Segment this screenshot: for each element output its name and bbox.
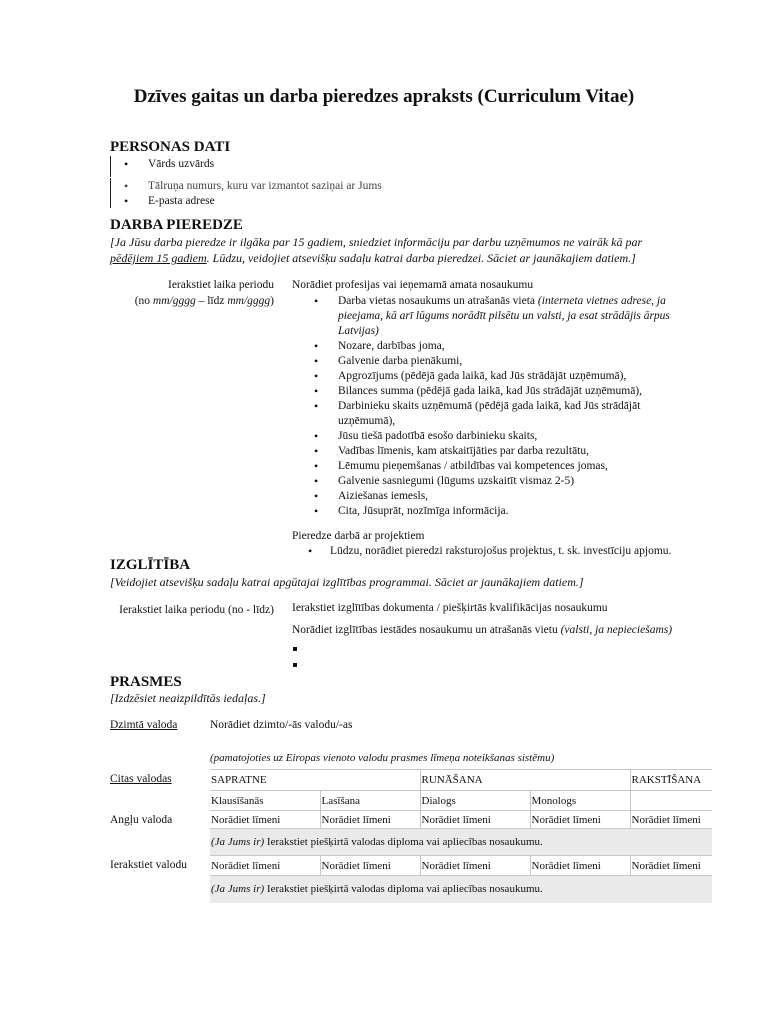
square-bullet-icon	[293, 647, 297, 651]
work-heading: DARBA PIEREDZE	[110, 217, 243, 233]
table-row	[210, 770, 712, 791]
work-note-rest: . Lūdzu, veidojiet atsevišķu sadaļu katrai darba pieredzei. Sāciet ar jaunākajiem datiem.]	[206, 251, 636, 265]
table-cell: Norādiet līmeni	[420, 811, 530, 829]
table-header-cell: SAPRATNE	[210, 770, 420, 791]
table-cell: Norādiet līmeni	[530, 856, 630, 876]
work-period-label: Ierakstiet laika periodu	[167, 279, 274, 291]
education-note: [Veidojiet atsevišķu sadaļu katrai apgūtajai izglītības programmai. Sāciet ar jaunākajiem datiem.]	[110, 575, 584, 589]
table-row	[210, 811, 712, 829]
list-item: • Lūdzu, norādiet pieredzi raksturojošus projektus, t. sk. investīciju apjomu.	[300, 544, 720, 559]
other-languages-label: Citas valodas	[110, 773, 172, 785]
list-item: • Nozare, darbības joma,	[300, 339, 700, 354]
diploma-cell: (Ja Jums ir) Ierakstiet piešķirtā valodas diploma vai apliecības nosaukumu.	[210, 876, 712, 903]
list-item: • E-pasta adrese	[110, 194, 610, 209]
education-period-label: Ierakstiet laika periodu (no - līdz)	[119, 604, 274, 616]
education-heading: IZGLĪTĪBA	[110, 557, 191, 573]
work-note-line1: [Ja Jūsu darba pieredze ir ilgāka par 15 gadiem, sniedziet informāciju par darbu uzņēmumos ne vairāk kā par	[110, 235, 643, 249]
table-cell: Norādiet līmeni	[530, 811, 630, 829]
framework-note: (pamatojoties uz Eiropas vienoto valodu prasmes līmeņa noteikšanas sistēmu)	[210, 752, 555, 764]
list-item: • Lēmumu pieņemšanas / atbildības vai kompetences jomas,	[300, 459, 700, 474]
work-period	[110, 278, 274, 309]
table-row	[210, 876, 712, 903]
list-item: • Tālruņa numurs, kuru var izmantot saziņai ar Jums	[110, 179, 610, 194]
custom-language-label: Ierakstiet valodu	[110, 859, 187, 871]
table-row	[210, 829, 712, 856]
list-item: • Apgrozījums (pēdējā gada laikā, kad Jūs strādājāt uzņēmumā),	[300, 369, 700, 384]
skills-note: [Izdzēsiet neaizpildītās iedaļas.]	[110, 691, 266, 705]
skills-heading: PRASMES	[110, 674, 182, 690]
page-title: Dzīves gaitas un darba pieredzes apraksts (Curriculum Vitae)	[133, 86, 635, 107]
native-language-value: Norādiet dzimto/-ās valodu/-as	[210, 719, 353, 731]
table-subheader-cell: Klausīšanās	[210, 791, 320, 811]
list-item: • Jūsu tiešā padotībā esošo darbinieku skaits,	[300, 429, 700, 444]
personal-list-2	[110, 179, 610, 209]
diploma-cell: (Ja Jums ir) Ierakstiet piešķirtā valodas diploma vai apliecības nosaukumu.	[210, 829, 712, 856]
work-period-format: (no mm/gggg – līdz mm/gggg)	[134, 295, 274, 307]
personal-list	[110, 157, 610, 172]
list-item: • Darba vietas nosaukums un atrašanās vieta (interneta vietnes adrese, ja pieejama, kā arī lūgums norādīt pilsētu un valsti, ja esat strādājis ārpus Latvijas)	[300, 294, 700, 339]
list-item: • Galvenie darba pienākumi,	[300, 354, 700, 369]
projects-label: Pieredze darbā ar projektiem	[292, 530, 425, 542]
work-duties-list	[300, 294, 700, 519]
list-item: • Vadības līmenis, kam atskaitījāties par darba rezultātu,	[300, 444, 700, 459]
list-item: • Bilances summa (pēdējā gada laikā, kad Jūs strādājāt uzņēmumā),	[300, 384, 700, 399]
table-subheader-cell: Dialogs	[420, 791, 530, 811]
table-row	[210, 856, 712, 876]
table-subheader-cell: Lasīšana	[320, 791, 420, 811]
table-subheader-cell: Monologs	[530, 791, 630, 811]
table-header-cell: RUNĀŠANA	[420, 770, 630, 791]
list-item: • Galvenie sasniegumi (lūgums uzskaitīt vismaz 2-5)	[300, 474, 700, 489]
native-language-label: Dzimtā valoda	[110, 719, 178, 731]
english-label: Angļu valoda	[110, 814, 173, 826]
list-item: • Vārds uzvārds	[110, 157, 610, 172]
table-header-cell: RAKSTĪŠANA	[630, 770, 712, 791]
table-cell: Norādiet līmeni	[630, 856, 712, 876]
education-institution: Norādiet izglītības iestādes nosaukumu un atrašanās vietu (valsti, ja nepieciešams)	[292, 624, 673, 636]
language-skills-table	[210, 769, 712, 903]
work-note	[110, 234, 670, 266]
list-item: • Aiziešanas iemesls,	[300, 489, 700, 504]
table-cell: Norādiet līmeni	[320, 856, 420, 876]
table-subheader-cell	[630, 791, 712, 811]
table-cell: Norādiet līmeni	[210, 856, 320, 876]
square-bullet-icon	[293, 663, 297, 667]
table-cell: Norādiet līmeni	[210, 811, 320, 829]
education-document-label: Ierakstiet izglītības dokumenta / piešķirtās kvalifikācijas nosaukumu	[292, 602, 608, 614]
table-row	[210, 791, 712, 811]
list-item: • Darbinieku skaits uzņēmumā (pēdējā gada laikā, kad Jūs strādājāt uzņēmumā),	[300, 399, 700, 429]
list-item: • Cita, Jūsuprāt, nozīmīga informācija.	[300, 504, 700, 519]
personal-heading: PERSONAS DATI	[110, 139, 231, 155]
table-cell: Norādiet līmeni	[320, 811, 420, 829]
work-note-underlined: pēdējiem 15 gadiem	[110, 251, 207, 265]
work-position-label: Norādiet profesijas vai ieņemamā amata nosaukumu	[292, 279, 534, 291]
table-cell: Norādiet līmeni	[630, 811, 712, 829]
projects-list	[300, 544, 720, 559]
table-cell: Norādiet līmeni	[420, 856, 530, 876]
